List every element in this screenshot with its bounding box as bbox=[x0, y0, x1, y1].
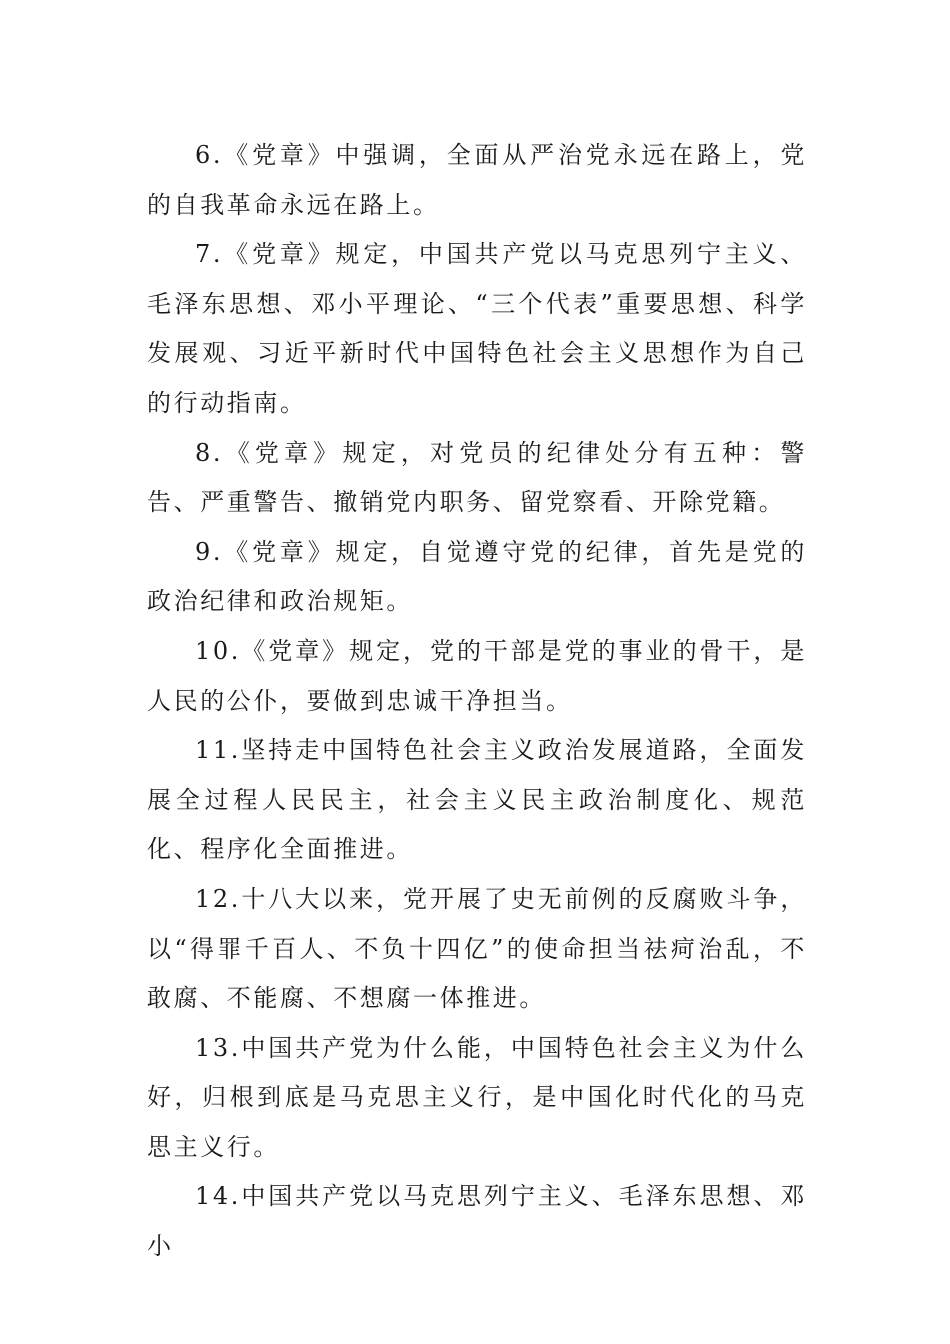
paragraph-12: 12.十八大以来，党开展了史无前例的反腐败斗争，以“得罪千百人、不负十四亿”的使命担当祛疴治乱，不敢腐、不能腐、不想腐一体推进。 bbox=[147, 884, 807, 1013]
document-body bbox=[147, 131, 807, 1272]
paragraph-9: 9.《党章》规定，自觉遵守党的纪律，首先是党的政治纪律和政治规矩。 bbox=[147, 537, 807, 616]
paragraph-13: 13.中国共产党为什么能，中国特色社会主义为什么好，归根到底是马克思主义行，是中国化时代化的马克思主义行。 bbox=[147, 1033, 807, 1161]
paragraph-11: 11.坚持走中国特色社会主义政治发展道路，全面发展全过程人民民主，社会主义民主政治制度化、规范化、程序化全面推进。 bbox=[147, 736, 807, 864]
paragraph-10: 10.《党章》规定，党的干部是党的事业的骨干，是人民的公仆，要做到忠诚干净担当。 bbox=[147, 636, 807, 715]
paragraph-6: 6.《党章》中强调，全面从严治党永远在路上，党的自我革命永远在路上。 bbox=[147, 141, 807, 219]
paragraph-14: 14.中国共产党以马克思列宁主义、毛泽东思想、邓小 bbox=[147, 1182, 807, 1261]
paragraph-8: 8.《党章》规定，对党员的纪律处分有五种：警告、严重警告、撤销党内职务、留党察看、开除党籍。 bbox=[147, 438, 807, 517]
paragraph-7: 7.《党章》规定，中国共产党以马克思列宁主义、毛泽东思想、邓小平理论、“三个代表”重要思想、科学发展观、习近平新时代中国特色社会主义思想作为自己的行动指南。 bbox=[147, 240, 807, 417]
